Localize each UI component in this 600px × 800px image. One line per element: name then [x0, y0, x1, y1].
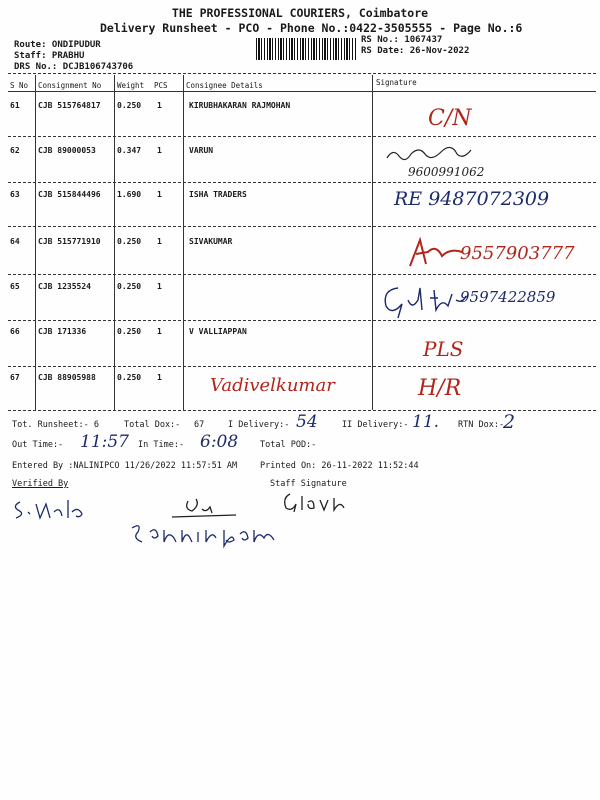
signature-scribble: [385, 140, 485, 164]
drs-number: DRS No.: DCJB106743706: [14, 62, 134, 72]
verified-by-label: Verified By: [12, 479, 69, 489]
row-sno: 67: [10, 373, 20, 382]
in-time-label: In Time:-: [138, 440, 185, 450]
total-pod-label: Total POD:-: [260, 440, 317, 450]
rtn-dox-label: RTN Dox:-: [458, 420, 505, 430]
row-divider: [8, 182, 596, 183]
rs-number: RS No.: 1067437: [361, 35, 443, 45]
row-divider: [8, 226, 596, 227]
handwritten-consignee: Vadivelkumar: [210, 375, 335, 396]
in-time-value: 6:08: [200, 432, 239, 452]
row-pcs: 1: [157, 101, 162, 110]
entered-by: Entered By :NALINIPCO 11/26/2022 11:57:51 AM: [12, 461, 238, 471]
ii-delivery-label: II Delivery:-: [342, 420, 409, 430]
route-label: Route: ONDIPUDUR: [14, 40, 101, 50]
row-signature: RE 9487072309: [394, 188, 550, 210]
printed-on: Printed On: 26-11-2022 11:52:44: [260, 461, 419, 471]
row-divider: [8, 136, 596, 137]
header-bottom-rule: [8, 91, 596, 92]
ii-delivery-value: 11.: [412, 412, 440, 432]
col-header-consignee: Consignee Details: [186, 81, 263, 90]
out-time-label: Out Time:-: [12, 440, 64, 450]
barcode: [256, 38, 356, 60]
header-top-rule: [8, 73, 596, 74]
total-dox-value: 67: [194, 420, 205, 430]
row-consignee: KIRUBHAKARAN RAJMOHAN: [189, 101, 291, 110]
col-header-weight: Weight: [117, 81, 145, 90]
staff-signature-label: Staff Signature: [270, 479, 347, 489]
i-delivery-label: I Delivery:-: [228, 420, 290, 430]
rtn-dox-value: 2: [503, 411, 516, 433]
row-consignment: CJB 88905988: [38, 373, 96, 382]
col-divider: [35, 75, 36, 410]
row-divider: [8, 320, 596, 321]
row-weight: 0.250: [117, 327, 142, 336]
row-divider: [8, 366, 596, 367]
row-signature: C/N: [428, 106, 472, 131]
row-weight: 0.347: [117, 146, 142, 155]
row-signature: 9600991062: [408, 165, 485, 179]
row-consignment: CJB 515771910: [38, 237, 101, 246]
row-consignment: CJB 515844496: [38, 190, 101, 199]
row-sno: 61: [10, 101, 20, 110]
col-divider: [183, 75, 184, 410]
row-pcs: 1: [157, 190, 162, 199]
verifier-signature: [10, 496, 90, 522]
col-divider: [372, 75, 373, 410]
staff-signature: [280, 488, 350, 514]
row-consignment: CJB 515764817: [38, 101, 101, 110]
row-pcs: 1: [157, 373, 162, 382]
row-pcs: 1: [157, 282, 162, 291]
name-signature: [128, 520, 278, 550]
row-sno: 65: [10, 282, 20, 291]
row-signature: PLS: [423, 337, 464, 361]
row-signature: H/R: [418, 376, 462, 401]
signature-scribble: [406, 234, 466, 270]
document-title: THE PROFESSIONAL COURIERS, Coimbatore: [171, 6, 429, 20]
row-consignment: CJB 171336: [38, 327, 87, 336]
row-weight: 1.690: [117, 190, 142, 199]
out-time-value: 11:57: [80, 432, 129, 452]
row-signature: 9597422859: [460, 288, 556, 306]
row-consignee: V VALLIAPPAN: [189, 327, 247, 336]
col-header-consignment: Consignment No: [38, 81, 102, 90]
supervisor-signature: [170, 495, 240, 521]
row-weight: 0.250: [117, 282, 142, 291]
row-weight: 0.250: [117, 373, 142, 382]
total-dox-label: Total Dox:-: [124, 420, 181, 430]
row-consignee: VARUN: [189, 146, 214, 155]
row-consignee: ISHA TRADERS: [189, 190, 247, 199]
col-divider: [114, 75, 115, 410]
row-pcs: 1: [157, 327, 162, 336]
col-header-pcs: PCS: [154, 81, 168, 90]
document-subtitle: Delivery Runsheet - PCO - Phone No.:0422-3505555 - Page No.:6: [100, 21, 523, 35]
row-consignment: CJB 1235524: [38, 282, 91, 291]
staff-label: Staff: PRABHU: [14, 51, 85, 61]
row-sno: 66: [10, 327, 20, 336]
row-weight: 0.250: [117, 101, 142, 110]
row-consignment: CJB 89000053: [38, 146, 96, 155]
row-pcs: 1: [157, 146, 162, 155]
row-divider: [8, 274, 596, 275]
row-sno: 63: [10, 190, 20, 199]
rs-date: RS Date: 26-Nov-2022: [361, 46, 470, 56]
row-pcs: 1: [157, 237, 162, 246]
row-weight: 0.250: [117, 237, 142, 246]
row-consignee: SIVAKUMAR: [189, 237, 233, 246]
row-sno: 64: [10, 237, 20, 246]
i-delivery-value: 54: [296, 412, 318, 432]
total-runsheet: Tot. Runsheet:- 6: [12, 420, 99, 430]
signature-scribble: [380, 280, 470, 320]
row-sno: 62: [10, 146, 20, 155]
col-header-signature: Signature: [376, 78, 417, 87]
col-header-sno: S No: [10, 81, 29, 90]
row-signature: 9557903777: [460, 243, 575, 264]
